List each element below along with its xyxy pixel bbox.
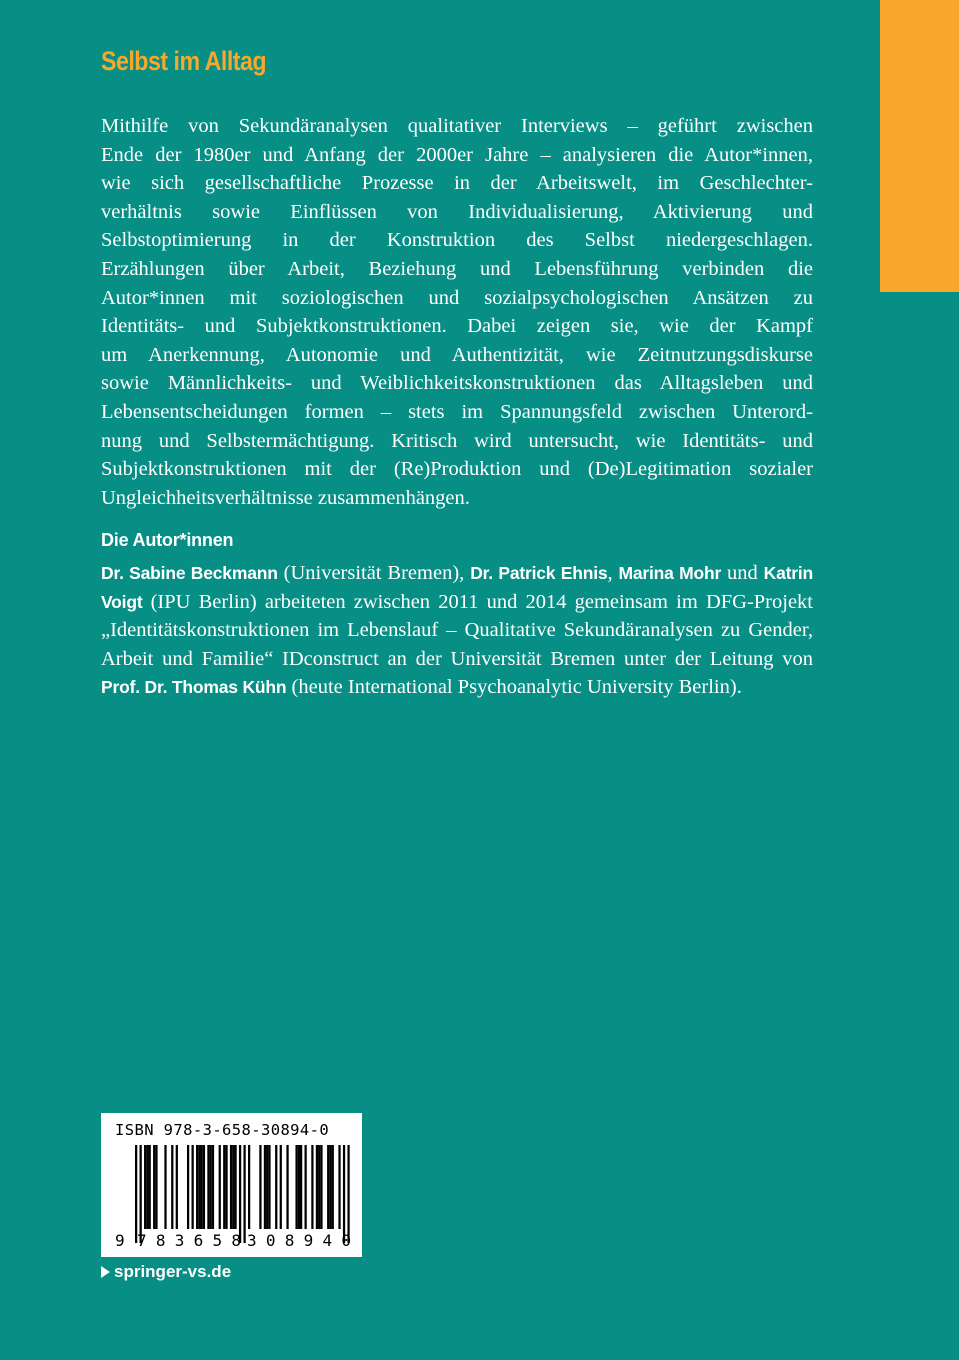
description-line: Ungleichheitsverhältnisse zusammenhängen. [101, 486, 470, 509]
barcode-bar [146, 1145, 148, 1229]
barcode-bar [280, 1145, 282, 1229]
website-label: springer-vs.de [114, 1262, 232, 1281]
barcode-bar [201, 1145, 203, 1229]
barcode-bar [187, 1145, 189, 1229]
description-line: um Anerkennung, Autonomie und Authentizität, wie Zeitnutzungsdiskurse [101, 343, 813, 366]
authors-heading: Die Autor*innen [101, 530, 234, 550]
barcode-bar [298, 1145, 300, 1229]
barcode-bar [192, 1145, 194, 1229]
barcode-bar [203, 1145, 205, 1229]
authors-closing-text: (heute International Psychoanalytic University Berlin). [286, 676, 742, 699]
description-line: Selbstoptimierung in der Konstruktion des Selbst niedergeschlagen. [101, 229, 813, 252]
author-affiliation-bremen: (Universität Bremen), [277, 562, 471, 584]
barcode-graphic [101, 1113, 362, 1257]
description-line: Mithilfe von Sekundäranalysen qualitativer Interviews – geführt zwischen [101, 115, 813, 137]
barcode-bar [176, 1145, 178, 1229]
barcode-bar [316, 1145, 318, 1229]
description-line: verhältnis sowie Einflüssen von Individualisierung, Aktivierung und [101, 200, 813, 223]
barcode-bar [338, 1145, 340, 1229]
orange-accent-tab [880, 0, 959, 292]
description-line: Ende der 1980er und Anfang der 2000er Jahre – analysieren die Autor*innen, [101, 143, 813, 166]
barcode-bar [286, 1145, 288, 1229]
barcode-bar [300, 1145, 302, 1229]
author-separator-und: und [721, 562, 758, 584]
barcode-bar [171, 1145, 173, 1229]
barcode-bar [198, 1145, 200, 1229]
author-name-kuehn: Prof. Dr. Thomas Kühn [101, 677, 287, 698]
description-line: Autor*innen mit soziologischen und sozialpsychologischen Ansätzen zu [101, 286, 813, 309]
barcode-bar [311, 1145, 313, 1229]
barcode-bar [223, 1145, 225, 1229]
author-name-beckmann: Dr. Sabine Beckmann [101, 563, 278, 583]
description-line: nung und Selbstermächtigung. Kritisch wird untersucht, wie Identitäts- und [101, 429, 813, 452]
authors-bio [101, 559, 813, 702]
barcode-digits-right: 308940 [247, 1231, 351, 1250]
barcode-bar [234, 1145, 236, 1229]
barcode-bars [135, 1145, 350, 1243]
author-name-mohr: Marina Mohr [618, 563, 722, 583]
barcode-bar [153, 1145, 155, 1229]
author-name-ehnis: Dr. Patrick Ehnis [470, 563, 608, 583]
barcode-bar [239, 1145, 241, 1243]
barcode-bar [232, 1145, 234, 1229]
barcode-bar [140, 1145, 142, 1243]
description-line: Erzählungen über Arbeit, Beziehung und Lebensführung verbinden die [101, 257, 813, 280]
barcode-bar [149, 1145, 151, 1229]
description-line: Subjektkonstruktionen mit der (Re)Produktion und (De)Legitimation sozialer [101, 458, 813, 481]
barcode-bar [318, 1145, 320, 1229]
barcode-bar [275, 1145, 277, 1229]
barcode-bar [243, 1145, 245, 1243]
barcode-bar [268, 1145, 270, 1229]
barcode-bar [135, 1145, 137, 1243]
description-line: Lebensentscheidungen formen – stets im Spannungsfeld zwischen Unterord- [101, 400, 813, 423]
isbn-barcode [101, 1113, 362, 1257]
barcode-bar [343, 1145, 345, 1243]
play-arrow-icon [101, 1266, 110, 1278]
barcode-bar [207, 1145, 209, 1229]
book-description [101, 112, 813, 512]
barcode-bar [295, 1145, 297, 1229]
barcode-bar [332, 1145, 334, 1229]
barcode-bar [259, 1145, 261, 1229]
barcode-digit-prefix: 9 [115, 1231, 125, 1250]
isbn-label: ISBN 978-3-658-30894-0 [115, 1121, 330, 1139]
description-line: sowie Männlichkeits- und Weiblichkeitskonstruktionen das Alltagsleben und [101, 372, 813, 395]
barcode-bar [219, 1145, 221, 1229]
barcode-bar [329, 1145, 331, 1229]
book-title: Selbst im Alltag [101, 46, 267, 76]
barcode-bar [164, 1145, 166, 1229]
barcode-digits-left: 783658 [137, 1231, 241, 1250]
barcode-bar [248, 1145, 250, 1229]
author-separator: , [607, 562, 619, 584]
barcode-bar [264, 1145, 266, 1229]
publisher-website[interactable] [101, 1262, 231, 1282]
description-line: Identitäts- und Subjektkonstruktionen. Dabei zeigen sie, wie der Kampf [101, 315, 813, 338]
description-line: wie sich gesellschaftliche Prozesse in der Arbeitswelt, im Geschlechter- [101, 172, 813, 195]
barcode-bar [196, 1145, 198, 1229]
barcode-bar [347, 1145, 349, 1243]
barcode-bar [225, 1145, 227, 1229]
authors-project-text: (IPU Berlin) arbeiteten zwischen 2011 und 2014 gemeinsam im DFG-Projekt „Identitätskonstruktionen im Lebenslauf – Qualitative Sekundäranalysen zu Gender, Arbeit und Familie“ IDconstruct an der Universität Bremen unter der Leitung von [101, 590, 813, 670]
barcode-bar [266, 1145, 268, 1229]
barcode-bar [320, 1145, 322, 1229]
barcode-bar [305, 1145, 307, 1229]
author-name-voigt: Katrin Voigt [101, 563, 814, 612]
barcode-bar [210, 1145, 212, 1229]
barcode-bar [144, 1145, 146, 1229]
barcode-bar [230, 1145, 232, 1229]
barcode-bar [212, 1145, 214, 1229]
barcode-bar [327, 1145, 329, 1229]
barcode-bar [155, 1145, 157, 1229]
